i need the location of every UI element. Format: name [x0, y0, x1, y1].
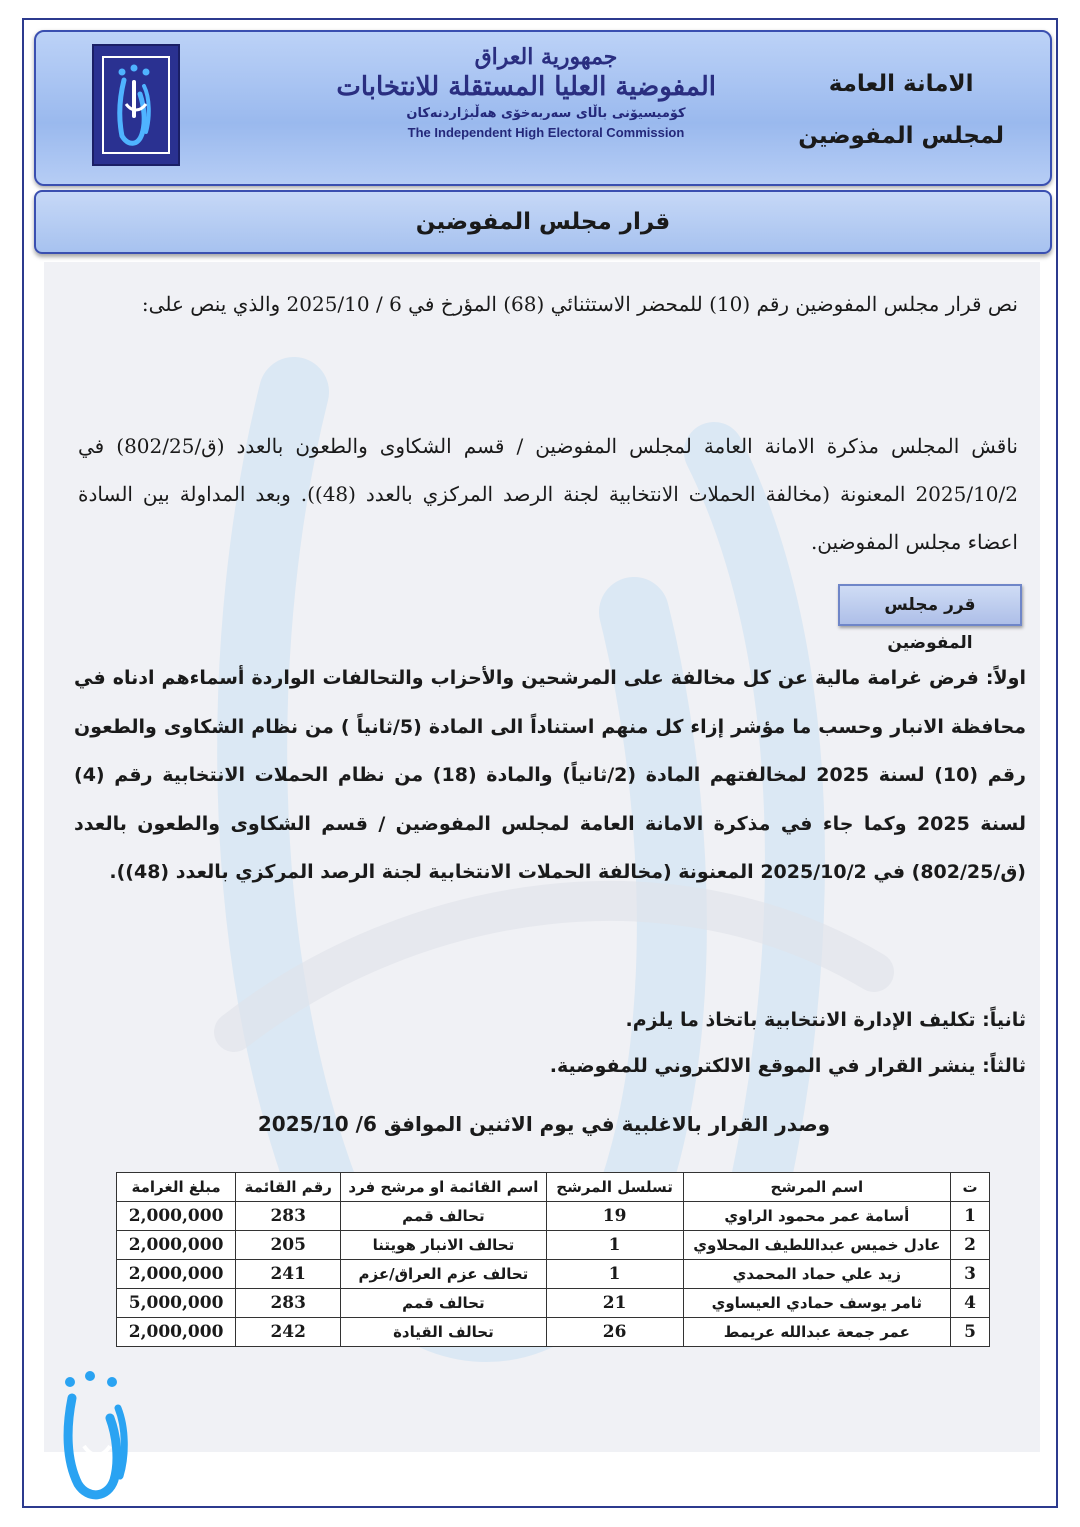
table-header-row [117, 1173, 990, 1202]
commission-logotype [336, 42, 716, 182]
row-fine-amount: 2,000,000 [117, 1260, 236, 1289]
decision-item-first-text: اولاً: فرض غرامة مالية عن كل مخالفة على المرشحين والأحزاب والتحالفات الواردة أسماءهم ادناه في محافظة الانبار وحسب ما مؤشر إزاء كل منهم استناداً الى المادة (5/ثانياً ) من نظام الشكاوى والطعون رقم (10) لسنة 2025 لمخالفتهم المادة (2/ثانياً) والمادة (18) من نظام الحملات الانتخابية رقم (4) لسنة 2025 وكما جاء في مذكرة الامانة العامة لمجلس المفوضين / قسم الشكاوى والطعون بالعدد (ق/802/25) في 2025/10/2 المعنونة (مخالفة الحملات الانتخابية لجنة الرصد المركزي بالعدد (48)). [74, 667, 1026, 883]
row-candidate-name: أسامة عمر محمود الراوي [683, 1202, 950, 1231]
discussion-text: ناقش المجلس مذكرة الامانة العامة لمجلس المفوضين / قسم الشكاوى والطعون بالعدد (ق/802/25) في 2025/10/2 المعنونة (مخالفة الحملات الانتخابية لجنة الرصد المركزي بالعدد (48)). وبعد المداولة بين السادة اعضاء مجلس المفوضين. [78, 434, 1018, 554]
decision-item-second [74, 996, 1026, 1045]
row-index: 3 [950, 1260, 989, 1289]
header-index: ت [950, 1173, 989, 1202]
row-index: 5 [950, 1318, 989, 1347]
row-list-number: 241 [236, 1260, 341, 1289]
footer-logo-icon [56, 1368, 136, 1504]
row-fine-amount: 2,000,000 [117, 1231, 236, 1260]
row-candidate-name: عمر جمعة عبدالله عريمط [683, 1318, 950, 1347]
decision-item-second-text: ثانياً: تكليف الإدارة الانتخابية باتخاذ ما يلزم. [625, 1009, 1026, 1031]
decision-item-third [74, 1042, 1026, 1091]
secretariat-title [798, 58, 1004, 162]
row-list-number: 283 [236, 1289, 341, 1318]
table-row [117, 1260, 990, 1289]
header-fine-amount: مبلغ الغرامة [117, 1173, 236, 1202]
row-candidate-sequence: 1 [546, 1231, 683, 1260]
row-list-number: 242 [236, 1318, 341, 1347]
row-index: 2 [950, 1231, 989, 1260]
header-list-number: رقم القائمة [236, 1173, 341, 1202]
row-candidate-name: عادل خميس عبداللطيف المحلاوي [683, 1231, 950, 1260]
table-row [117, 1231, 990, 1260]
decision-item-third-text: ثالثاً: ينشر القرار في الموقع الالكتروني للمفوضية. [549, 1055, 1026, 1077]
row-list-number: 205 [236, 1231, 341, 1260]
row-list-name: تحالف قمم [341, 1202, 546, 1231]
header-banner [34, 30, 1052, 186]
decision-label-box: قرر مجلس المفوضين [838, 584, 1022, 626]
decision-title-bar: قرار مجلس المفوضين [34, 190, 1052, 254]
header-list-name: اسم القائمة او مرشح فرد [341, 1173, 546, 1202]
commission-english-name: The Independent High Electoral Commission [407, 125, 685, 140]
row-candidate-sequence: 21 [546, 1289, 683, 1318]
header-candidate-sequence: تسلسل المرشح [546, 1173, 683, 1202]
row-index: 4 [950, 1289, 989, 1318]
row-list-name: تحالف القيادة [341, 1318, 546, 1347]
row-fine-amount: 2,000,000 [117, 1318, 236, 1347]
secretariat-line-2: لمجلس المفوضين [798, 123, 1004, 149]
commission-logo-icon [92, 44, 180, 166]
row-fine-amount: 5,000,000 [117, 1289, 236, 1318]
table-row [117, 1318, 990, 1347]
row-list-name: تحالف قمم [341, 1289, 546, 1318]
row-fine-amount: 2,000,000 [117, 1202, 236, 1231]
row-index: 1 [950, 1202, 989, 1231]
decision-item-first [74, 654, 1026, 897]
row-candidate-name: ثامر يوسف حمادي العيساوي [683, 1289, 950, 1318]
row-candidate-sequence: 19 [546, 1202, 683, 1231]
fines-table [116, 1172, 990, 1347]
issued-statement: وصدر القرار بالاغلبية في يوم الاثنين الموافق 6/ 2025/10 [257, 1112, 831, 1136]
commission-line-1: جمهورية العراق [474, 44, 618, 70]
commission-line-2: المفوضية العليا المستقلة للانتخابات [336, 72, 716, 102]
row-list-number: 283 [236, 1202, 341, 1231]
secretariat-line-1: الامانة العامة [828, 71, 974, 97]
table-row [117, 1202, 990, 1231]
header-candidate-name: اسم المرشح [683, 1173, 950, 1202]
row-candidate-sequence: 1 [546, 1260, 683, 1289]
document-body [44, 262, 1040, 1452]
row-candidate-sequence: 26 [546, 1318, 683, 1347]
commission-kurdish-name: كۆمیسیۆنی باڵای سەربەخۆی هەڵبژاردنەکان [406, 106, 686, 121]
intro-text: نص قرار مجلس المفوضين رقم (10) للمحضر الاستثنائي (68) المؤرخ في 6 / 2025/10 والذي ينص على: [141, 292, 1018, 316]
table-row [117, 1289, 990, 1318]
row-list-name: تحالف الانبار هويتنا [341, 1231, 546, 1260]
row-list-name: تحالف عزم العراق/عزم [341, 1260, 546, 1289]
row-candidate-name: زيد علي حماد المحمدي [683, 1260, 950, 1289]
